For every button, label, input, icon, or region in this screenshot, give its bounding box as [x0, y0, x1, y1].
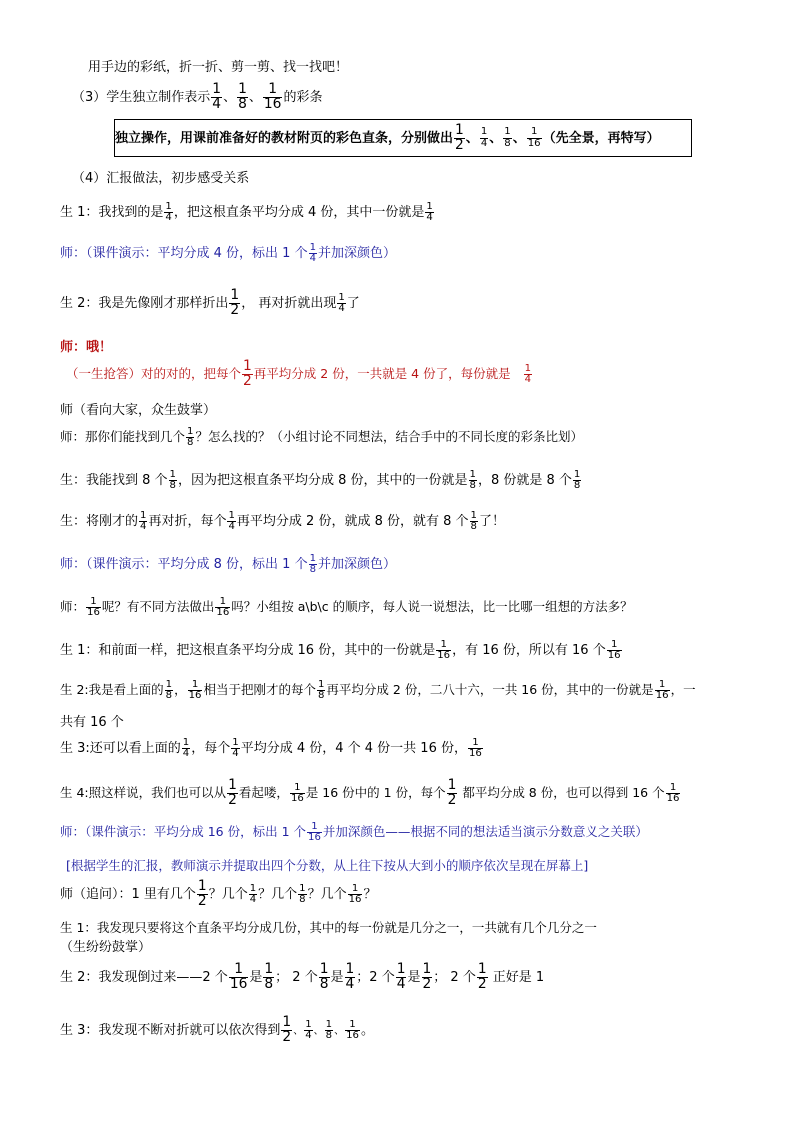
line-12: 生：我能找到 8 个 $\frac{1}{8}$ ，因为把这根直条平均分成 8 份，其中的一份就是 $\frac{1}{8}$ ，8 份就是 8 个 $\frac{1}{8}$	[60, 469, 581, 492]
line-17: 生 2:我是看上面的 $\frac{1}{8}$ ， $\frac{1}{16}$ 相当于把刚才的每个 $\frac{1}{8}$ 再平均分成 2 份，二八十六，一共 16 份，其中的一份就是 $\frac{1}{16}$ ，一	[60, 679, 696, 702]
fraction: $\frac{1}{2}$	[422, 961, 432, 992]
fraction: $\frac{1}{2}$	[228, 777, 237, 808]
line-23: 师（追问）：1 里有几个 $\frac{1}{2}$ ？几个 $\frac{1}{4}$ ？几个 $\frac{1}{8}$ ？几个 $\frac{1}{16}$ ？	[60, 878, 377, 909]
fraction: $\frac{1}{8}$	[165, 679, 173, 702]
fraction: $\frac{1}{8}$	[299, 882, 306, 905]
fraction: $\frac{1}{2}$	[243, 358, 252, 389]
line-6: 师：（课件演示：平均分成 4 份，标出 1 个 $\frac{1}{4}$ 并加深颜色）	[60, 242, 397, 265]
line-16: 生 1：和前面一样，把这根直条平均分成 16 份，其中的一份就是 $\frac{1}{16}$ ，有 16 份，所以有 16 个 $\frac{1}{16}$	[60, 639, 621, 662]
line-22: [根据学生的汇报，教师演示并提取出四个分数，从上往下按从大到小的顺序依次呈现在屏幕上]	[66, 858, 589, 873]
fraction: $\frac{1}{8}$	[504, 126, 511, 149]
line-14: 师：（课件演示：平均分成 8 份，标出 1 个 $\frac{1}{8}$ 并加深颜色）	[60, 553, 397, 576]
line-18: 共有 16 个	[60, 715, 124, 730]
fraction: $\frac{1}{16}$	[527, 126, 541, 149]
fraction: $\frac{1}{16}$	[607, 639, 621, 662]
text: 的彩条	[283, 89, 323, 105]
line-4	[72, 172, 249, 185]
line-13: 生：将刚才的 $\frac{1}{4}$ 再对折，每个 $\frac{1}{4}$ 再平均分成 2 份，就成 8 份，就有 8 个 $\frac{1}{8}$ 了！	[60, 510, 505, 533]
fraction: $\frac{1}{4}$	[480, 126, 488, 149]
line-8: 师：哦！	[60, 340, 113, 355]
line-25: （生纷纷鼓掌）	[60, 940, 152, 955]
line-27: 生 3：我发现不断对折就可以依次得到 $\frac{1}{2}$ 、 $\frac{1}{4}$ 、 $\frac{1}{8}$ 、 $\frac{1}{16}$ 。	[60, 1014, 374, 1045]
line-9: （一生抢答）对的对的，把每个 $\frac{1}{2}$ 再平均分成 2 份，一共就是 4 份了，每份就是 $\frac{1}{4}$	[66, 358, 532, 389]
fraction: $\frac{1}{16}$	[308, 821, 321, 844]
fraction: $\frac{1}{8}$	[325, 1018, 333, 1041]
fraction: $\frac{1}{2}$	[282, 1014, 292, 1045]
line-21: 师：（课件演示：平均分成 16 份，标出 1 个 $\frac{1}{16}$ 并加深颜色——根据不同的想法适当演示分数意义之关联）	[60, 821, 648, 844]
line-26: 生 2：我发现倒过来——2 个 $\frac{1}{16}$ 是 $\frac{1}{8}$ ； 2 个 $\frac{1}{8}$ 是 $\frac{1}{4}$ ；2 个 $\frac{1}{4}$ 是 $\frac{1}{2}$ ； 2 个 $\frac{1}{2}$ 正好是 1	[60, 961, 545, 992]
fraction: $\frac{1}{16}$	[468, 737, 482, 760]
fraction: $\frac{1}{16}$	[87, 596, 100, 619]
fraction: $\frac{1}{8}$	[469, 469, 476, 492]
fraction: $\frac{1}{8}$	[169, 469, 176, 492]
instruction-line: 独立操作，用课前准备好的教材附页的彩色直条，分别做出 $\frac{1}{2}$ 、 $\frac{1}{4}$ 、 $\frac{1}{8}$ 、 $\frac{1}{16}$ （先全景，再特写）	[115, 121, 660, 153]
fraction: $\frac{1}{2}$	[455, 121, 464, 153]
fraction: $\frac{1}{4}$	[249, 882, 257, 905]
fraction: $\frac{1}{4}$	[140, 510, 147, 533]
fraction: $\frac{1}{16}$	[290, 781, 304, 804]
line-7: 生 2：我是先像刚才那样折出 $\frac{1}{2}$ ， 再对折就出现 $\frac{1}{4}$ 了	[60, 287, 360, 318]
line-15: 师： $\frac{1}{16}$ 呢？有不同方法做出 $\frac{1}{16}$ 吗？小组按 a\b\c 的顺序，每人说一说想法，比一比哪一组想的方法多？	[60, 596, 633, 619]
fraction: $\frac{1}{16}$	[216, 596, 230, 619]
fraction: $\frac{1}{4}$	[345, 961, 355, 992]
fraction: $\frac{1}{8}$	[264, 961, 274, 992]
fraction: $\frac{1}{16}$	[666, 781, 680, 804]
fraction: $\frac{1}{2}$	[197, 878, 207, 909]
fraction: $\frac{1}{8}$	[317, 679, 325, 702]
fraction: $\frac{1}{16}$	[188, 679, 202, 702]
line-19: 生 3:还可以看上面的 $\frac{1}{4}$ ，每个 $\frac{1}{4}$ 平均分成 4 份，4 个 4 份一共 16 份， $\frac{1}{16}$	[60, 737, 482, 760]
fraction: $\frac{1}{4}$	[212, 81, 222, 112]
fraction: $\frac{1}{4}$	[524, 362, 532, 385]
fraction: $\frac{1}{2}$	[477, 961, 487, 992]
text: （4）汇报做法，初步感受关系	[72, 171, 250, 186]
text: 用手边的彩纸，折一折、剪一剪、找一找吧！	[88, 60, 349, 75]
fraction: $\frac{1}{16}$	[437, 639, 451, 662]
fraction: $\frac{1}{16}$	[655, 679, 669, 702]
fraction: $\frac{1}{4}$	[396, 961, 406, 992]
line-20: 生 4:照这样说，我们也可以从 $\frac{1}{2}$ 看起喽， $\frac{1}{16}$ 是 16 份中的 1 份，每个 $\frac{1}{2}$ 都平均分成 8 份，也可以得到 16 个 $\frac{1}{16}$	[60, 777, 680, 808]
fraction: $\frac{1}{2}$	[230, 287, 240, 318]
fraction: $\frac{1}{4}$	[182, 737, 190, 760]
fraction: $\frac{1}{4}$	[426, 201, 433, 224]
fraction: $\frac{1}{4}$	[232, 737, 239, 760]
fraction: $\frac{1}{4}$	[309, 242, 317, 265]
fraction: $\frac{1}{8}$	[573, 469, 581, 492]
fraction: $\frac{1}{8}$	[470, 510, 477, 533]
fraction: $\frac{1}{2}$	[447, 777, 457, 808]
fraction: $\frac{1}{8}$	[187, 426, 194, 449]
fraction: $\frac{1}{4}$	[338, 291, 345, 314]
line-10: 师（看向大家，众生鼓掌）	[60, 403, 217, 418]
fraction: $\frac{1}{16}$	[346, 1018, 359, 1041]
line-2: （3）学生独立制作表示 $\frac{1}{4}$ 、 $\frac{1}{8}$ 、 $\frac{1}{16}$ 的彩条	[72, 81, 323, 112]
fraction: $\frac{1}{4}$	[305, 1018, 312, 1041]
fraction: $\frac{1}{16}$	[263, 81, 282, 112]
instruction-box	[114, 119, 692, 157]
fraction: $\frac{1}{4}$	[165, 201, 172, 224]
fraction: $\frac{1}{8}$	[238, 81, 247, 112]
text: （3）学生独立制作表示	[72, 89, 211, 105]
fraction: $\frac{1}{16}$	[348, 882, 362, 905]
line-11: 师：那你们能找到几个 $\frac{1}{8}$ ？怎么找的？（小组讨论不同想法，结合手中的不同长度的彩条比划）	[60, 426, 583, 449]
fraction: $\frac{1}{8}$	[319, 961, 329, 992]
fraction: $\frac{1}{4}$	[228, 510, 235, 533]
fraction: $\frac{1}{16}$	[229, 961, 248, 992]
line-1	[88, 61, 348, 74]
fraction: $\frac{1}{8}$	[309, 553, 317, 576]
line-5: 生 1：我找到的是 $\frac{1}{4}$ ，把这根直条平均分成 4 份，其中一份就是 $\frac{1}{4}$	[60, 201, 433, 224]
line-24: 生 1：我发现只要将这个直条平均分成几份，其中的每一份就是几分之一，一共就有几个几分之一	[60, 920, 597, 935]
